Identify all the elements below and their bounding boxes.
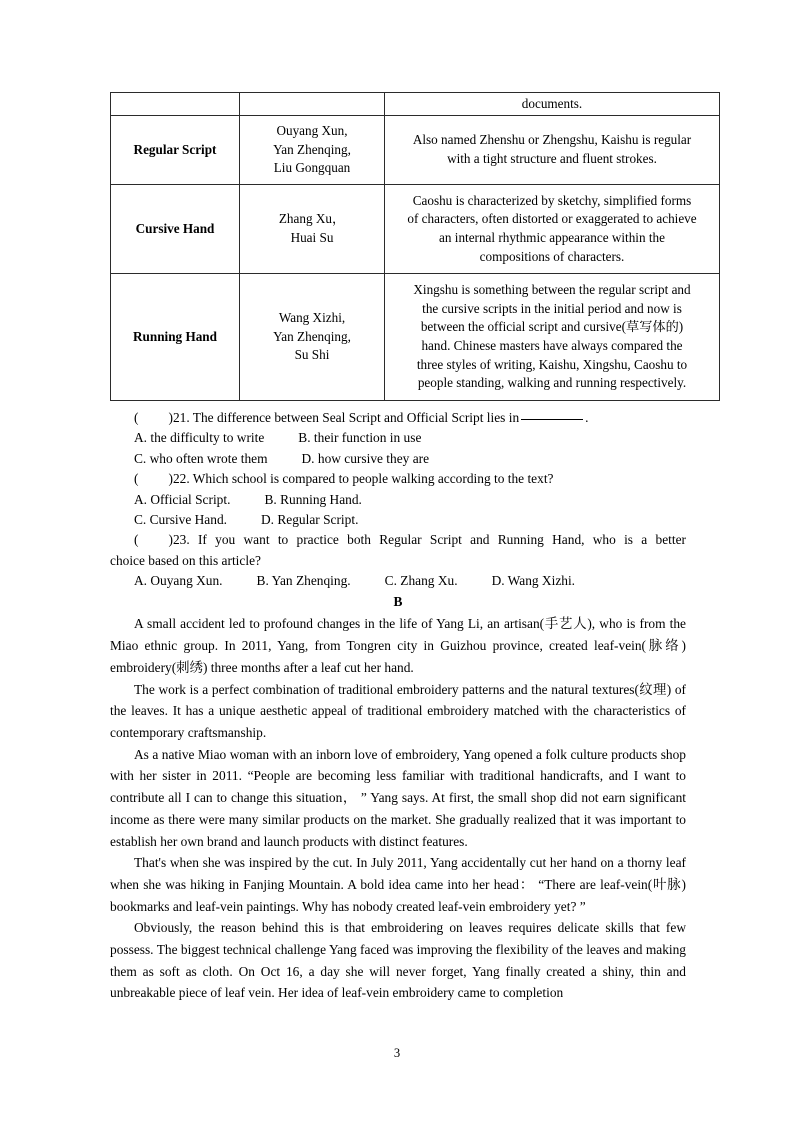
description-line: with a tight structure and fluent strokes.: [447, 151, 657, 166]
calligrapher-name: Zhang Xu，: [278, 211, 346, 227]
calligrapher-name: Liu Gongquan: [273, 160, 351, 176]
passage-paragraph: Obviously, the reason behind this is that embroidering on leaves requires delicate skills that few possess. The biggest technical challenge Yang faced was improving the flexibility of the leaves and making them as soft as cloth. On Oct 16, a day she will never forget, Yang finally created a shiny, thin and unbreakable piece of leaf vein. Her idea of leaf-vein embroidery came to completion: [110, 920, 686, 1001]
table-cell-description: [385, 93, 720, 116]
table-row: [111, 274, 720, 401]
description-line: Xingshu is something between the regular script and: [413, 281, 691, 297]
table-cell-style-name: [111, 93, 240, 116]
description-line: compositions of characters.: [479, 248, 625, 264]
answer-bracket-close: ): [168, 410, 173, 425]
question-23-stem-cont: choice based on this article?: [110, 552, 261, 568]
question-number: 21.: [172, 410, 190, 425]
question-21-stem: [110, 408, 686, 428]
calligrapher-name: Ouyang Xun,: [276, 122, 348, 138]
option-a[interactable]: A. Ouyang Xun.: [134, 573, 223, 588]
calligraphy-styles-table: [110, 92, 720, 401]
description-line: between the official script and cursive(草写体的): [420, 319, 684, 335]
option-d[interactable]: D. how cursive they are: [301, 450, 430, 466]
calligrapher-name: Yan Zhenqing,: [273, 328, 351, 344]
table-cell-style-name: Cursive Hand: [111, 185, 240, 274]
question-21-options-row1: [110, 428, 686, 448]
table-cell-style-name: Regular Script: [111, 116, 240, 185]
calligrapher-name: Huai Su: [290, 230, 334, 245]
option-c[interactable]: C. Cursive Hand.: [134, 511, 227, 527]
calligrapher-name: Wang Xizhi,: [278, 309, 346, 325]
option-c[interactable]: C. Zhang Xu.: [384, 573, 458, 588]
question-22-options-row1: [110, 490, 686, 510]
table-cell-calligraphers: [240, 274, 385, 401]
option-c[interactable]: C. who often wrote them: [134, 450, 268, 466]
option-b[interactable]: B. Running Hand.: [264, 491, 362, 507]
option-b[interactable]: B. Yan Zhenqing.: [256, 573, 351, 588]
fill-blank-line[interactable]: [521, 419, 583, 420]
table-cell-calligraphers: [240, 116, 385, 185]
passage-paragraph: That's when she was inspired by the cut. In July 2011, Yang accidentally cut her hand on a thorny leaf when she was hiking in Fanjing Mountain. A bold idea came into her head： “There are leaf-vein(叶脉) bookmarks and leaf-vein paintings. Why has nobody created leaf-vein embroidery yet? ”: [110, 855, 686, 914]
option-d[interactable]: D. Regular Script.: [260, 511, 359, 527]
answer-bracket-open: (: [134, 532, 139, 548]
passage-paragraph: The work is a perfect combination of traditional embroidery patterns and the natural textures(纹理) of the leaves. It has a unique aesthetic appeal of traditional embroidery matched with the characteristics of contemporary craftsmanship.: [110, 681, 686, 740]
option-d[interactable]: D. Wang Xizhi.: [491, 573, 576, 588]
question-number: 22.: [172, 471, 190, 487]
table-cell-description: [385, 274, 720, 401]
question-number: 23.: [172, 532, 190, 548]
question-text-tail: .: [585, 410, 589, 425]
description-line: of characters, often distorted or exaggerated to achieve: [407, 211, 697, 227]
table-cell-description: [385, 116, 720, 185]
description-line: people standing, walking and running respectively.: [417, 375, 687, 391]
table-cell-style-name: Running Hand: [111, 274, 240, 401]
table-row: [111, 93, 720, 116]
description-line: the cursive scripts in the initial period and now is: [422, 300, 682, 316]
reading-passage-b: [110, 613, 686, 1004]
description-line: hand. Chinese masters have always compared the: [421, 338, 683, 353]
question-23-stem: [110, 530, 686, 550]
questions-section: [110, 408, 686, 591]
answer-bracket-open: (: [134, 471, 139, 487]
option-a[interactable]: A. the difficulty to write: [134, 430, 265, 446]
page-number: 3: [393, 1046, 401, 1060]
table-cell-calligraphers: [240, 185, 385, 274]
question-21-options-row2: [110, 449, 686, 469]
option-b[interactable]: B. their function in use: [298, 430, 422, 446]
question-22-options-row2: [110, 510, 686, 530]
answer-bracket-open: (: [134, 410, 139, 425]
calligrapher-name: Su Shi: [294, 347, 330, 363]
question-22-stem: [110, 469, 686, 489]
passage-paragraph: As a native Miao woman with an inborn love of embroidery, Yang opened a folk culture products shop with her sister in 2011. “People are becoming less familiar with traditional handicrafts, and I want to contribute all I can to change this situation， ” Yang says. At first, the small shop did not earn significant income as there were many similar products on the market. She gradually realized that it was important to establish her own brand and launch products with distinct features.: [110, 746, 686, 849]
table-row: [111, 185, 720, 274]
option-a[interactable]: A. Official Script.: [134, 491, 231, 507]
question-text: The difference between Seal Script and Official Script lies in: [192, 410, 520, 425]
table-row: [111, 116, 720, 185]
question-23-options-row1: [110, 571, 686, 591]
answer-bracket-close: ): [168, 471, 173, 487]
answer-bracket-close: ): [168, 532, 173, 548]
description-line: documents.: [521, 95, 583, 111]
question-text: Which school is compared to people walking according to the text?: [192, 471, 554, 487]
passage-paragraph: A small accident led to profound changes in the life of Yang Li, an artisan(手艺人), who is from the Miao ethnic group. In 2011, Yang, from Tongren city in Guizhou province, created leaf-vein(脉络) embroidery(刺绣) three months after a leaf cut her hand.: [110, 616, 686, 675]
description-line: Caoshu is characterized by sketchy, simplified forms: [412, 192, 692, 208]
description-line: three styles of writing, Kaishu, Xingshu, Caoshu to: [416, 356, 688, 372]
calligrapher-name: Yan Zhenqing,: [273, 141, 351, 157]
section-label-b: B: [393, 594, 403, 610]
description-line: an internal rhythmic appearance within the: [439, 230, 665, 245]
table-cell-calligraphers: [240, 93, 385, 116]
table-cell-description: [385, 185, 720, 274]
question-text: If you want to practice both Regular Script and Running Hand, who is a better: [197, 532, 686, 548]
description-line: Also named Zhenshu or Zhengshu, Kaishu is regular: [412, 132, 692, 148]
